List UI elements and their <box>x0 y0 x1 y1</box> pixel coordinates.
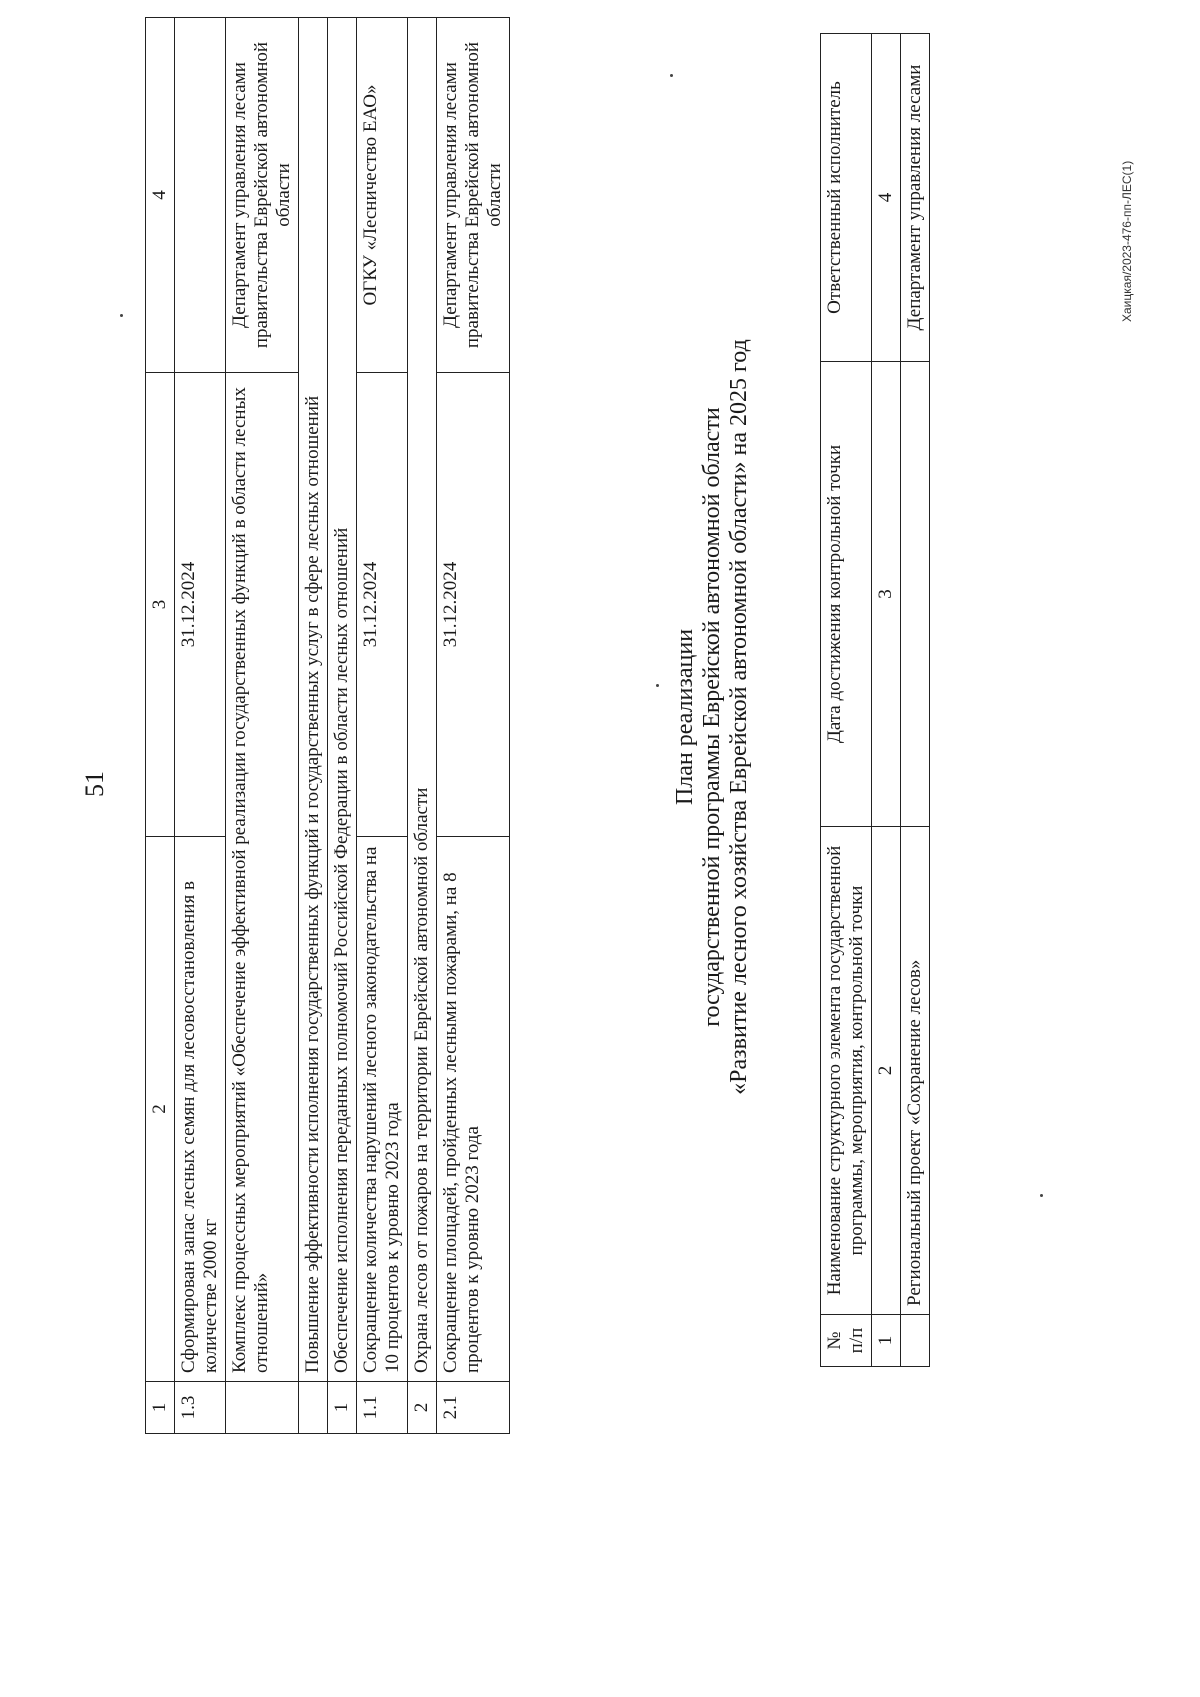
row-number <box>299 1382 328 1434</box>
scan-speck <box>670 74 673 77</box>
row-executor <box>175 18 226 373</box>
table-row <box>357 18 408 1434</box>
row-executor: Департамент управления лесами <box>901 34 930 362</box>
scan-speck <box>120 314 123 317</box>
table-header-row <box>821 34 872 1367</box>
row-number: 2 <box>408 1382 437 1434</box>
row-name: Сокращение площадей, пройденных лесными пожарами, на 8 процентов к уровню 2023 года <box>437 837 510 1382</box>
row-executor: ОГКУ «Лесничество ЕАО» <box>357 18 408 373</box>
table-row <box>226 18 299 1434</box>
header-cell: 2 <box>146 837 175 1382</box>
row-name: Сформирован запас лесных семян для лесовосстановления в количестве 2000 кг <box>175 837 226 1382</box>
number-cell: 4 <box>872 34 901 362</box>
section-title: Охрана лесов от пожаров на территории Еврейской автономной области <box>408 18 437 1382</box>
section-title: Повышение эффективности исполнения государственных функций и государственных услуг в сфере лесных отношений <box>299 18 328 1382</box>
row-executor: Департамент управления лесами правительства Еврейской автономной области <box>437 18 510 373</box>
row-executor: Департамент управления лесами правительства Еврейской автономной области <box>226 18 299 373</box>
header-cell: № п/п <box>821 1315 872 1367</box>
row-number: 1.1 <box>357 1382 408 1434</box>
row-number <box>226 1382 299 1434</box>
table-section-row <box>408 18 437 1434</box>
row-date: 31.12.2024 <box>357 373 408 837</box>
row-date: 31.12.2024 <box>175 373 226 837</box>
plan-title-line: «Развитие лесного хозяйства Еврейской автономной области» на 2025 год <box>726 339 752 1095</box>
table-number-row <box>872 34 901 1367</box>
table-row <box>901 34 930 1367</box>
header-cell: Ответственный исполнитель <box>821 34 872 362</box>
table-section-row <box>299 18 328 1434</box>
number-cell: 1 <box>872 1315 901 1367</box>
table-section-row <box>328 18 357 1434</box>
number-cell: 3 <box>872 362 901 827</box>
table-header-row <box>146 18 175 1434</box>
row-name: Региональный проект «Сохранение лесов» <box>901 827 930 1315</box>
header-cell: Дата достижения контрольной точки <box>821 362 872 827</box>
plan-title <box>672 117 753 1317</box>
header-cell: Наименование структурного элемента государственной программы, мероприятия, контрольной точки <box>821 827 872 1315</box>
page-number: 51 <box>80 771 109 797</box>
section-title: Обеспечение исполнения переданных полномочий Российской Федерации в области лесных отношений <box>328 18 357 1382</box>
row-number: 2.1 <box>437 1382 510 1434</box>
row-date: 31.12.2024 <box>437 373 510 837</box>
plan-title-line: государственной программы Еврейской автономной области <box>699 407 725 1027</box>
scan-speck <box>656 684 659 687</box>
number-cell: 2 <box>872 827 901 1315</box>
header-cell: 4 <box>146 18 175 373</box>
table-control-points-2024 <box>145 17 510 1434</box>
row-date <box>901 362 930 827</box>
row-name: Комплекс процессных мероприятий «Обеспечение эффективной реализации государственных функций в области лесных отношений» <box>226 373 299 1382</box>
header-cell: 1 <box>146 1382 175 1434</box>
row-number: 1 <box>328 1382 357 1434</box>
scan-speck <box>1040 1194 1043 1197</box>
document-code: Хаицкая/2023-476-пп-ЛЕС(1) <box>1120 160 1134 322</box>
row-name: Сокращение количества нарушений лесного законодательства на 10 процентов к уровню 2023 года <box>357 837 408 1382</box>
table-row <box>437 18 510 1434</box>
row-number: 1.3 <box>175 1382 226 1434</box>
header-cell: 3 <box>146 373 175 837</box>
plan-title-line: План реализации <box>672 628 698 806</box>
row-number <box>901 1315 930 1367</box>
table-row <box>175 18 226 1434</box>
table-plan-2025 <box>820 33 930 1367</box>
